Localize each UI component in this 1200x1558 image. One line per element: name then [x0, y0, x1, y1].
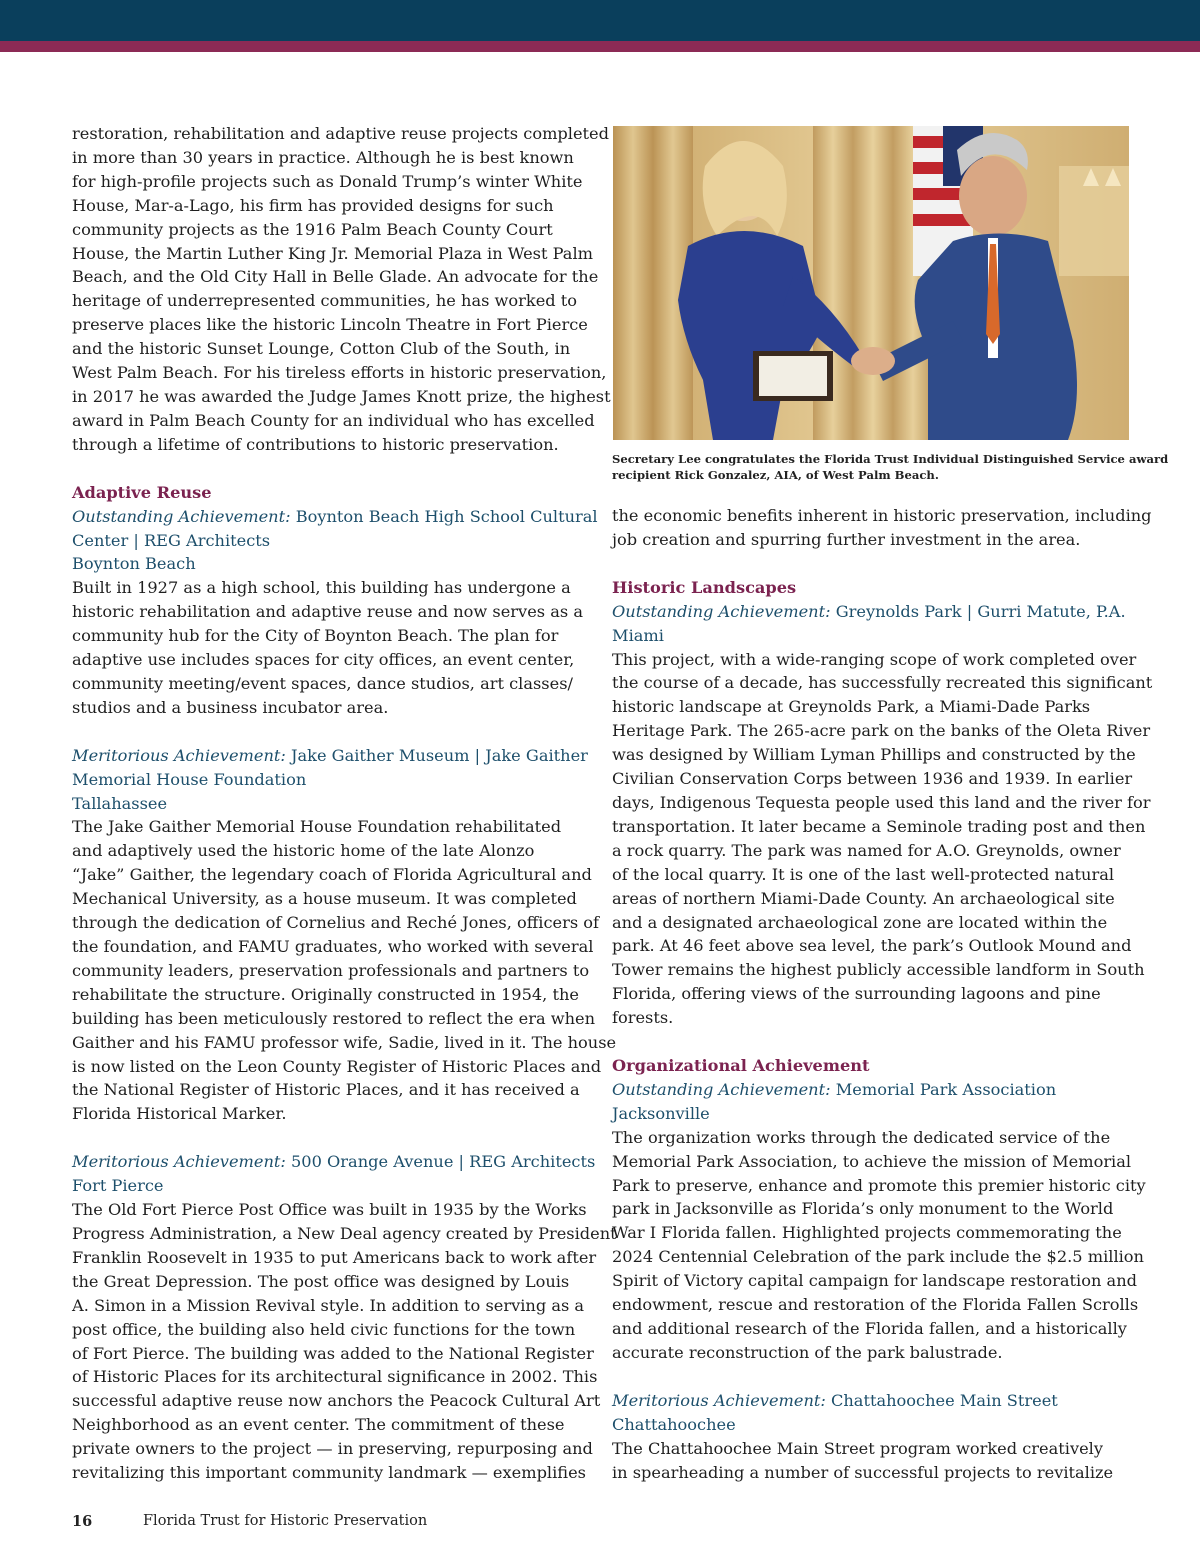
text-line: for high-profile projects such as Donald Trump’s winter White: [72, 171, 583, 191]
handshake-photo-illustration: [613, 126, 1129, 440]
text-line: the course of a decade, has successfully recreated this significant: [612, 673, 1153, 693]
award-description: [612, 1126, 1146, 1365]
text-line: Florida Historical Marker.: [72, 1104, 287, 1124]
award-chattahoochee-main-street: [612, 1389, 1124, 1437]
text-line: the economic benefits inherent in historic preservation, including: [612, 506, 1152, 525]
section-heading-organizational-achievement: Organizational Achievement: [612, 1056, 870, 1076]
text-line: is now listed on the Leon County Register of Historic Places and: [72, 1056, 602, 1076]
text-line: and the historic Sunset Lounge, Cotton Club of the South, in: [72, 339, 571, 359]
section-heading-adaptive-reuse: Adaptive Reuse: [72, 482, 212, 502]
text-line: This project, with a wide-ranging scope of work completed over: [612, 649, 1137, 669]
text-line: Neighborhood as an event center. The commitment of these: [72, 1415, 565, 1435]
award-greynolds-park: [612, 600, 1124, 648]
text-line: and a designated archaeological zone are located within the: [612, 912, 1108, 932]
text-line: historic rehabilitation and adaptive reuse and now serves as a: [72, 602, 583, 622]
text-line: and additional research of the Florida fallen, and a historically: [612, 1319, 1127, 1338]
photo-caption: [612, 451, 1169, 483]
award-label: Outstanding Achievement:: [612, 601, 831, 621]
award-label: Outstanding Achievement:: [612, 1079, 831, 1099]
text-line: War I Florida fallen. Highlighted projects commemorating the: [612, 1223, 1122, 1243]
award-description: [72, 815, 617, 1126]
award-label: Meritorious Achievement:: [72, 1152, 286, 1172]
text-line: the National Register of Historic Places, and it has received a: [72, 1080, 580, 1100]
text-line: The Jake Gaither Memorial House Foundation rehabilitated: [72, 817, 562, 837]
text-line: The Chattahoochee Main Street program worked creatively: [612, 1438, 1103, 1458]
section-heading-historic-landscapes: Historic Landscapes: [612, 577, 797, 597]
text-line: “Jake” Gaither, the legendary coach of Florida Agricultural and: [72, 865, 592, 885]
header-band: [0, 0, 1200, 41]
text-line: historic landscape at Greynolds Park, a Miami-Dade Parks: [612, 697, 1091, 717]
text-line: 2024 Centennial Celebration of the park include the $2.5 million: [612, 1247, 1144, 1267]
award-location: Boynton Beach: [72, 554, 196, 574]
text-line: through the dedication of Cornelius and Reché Jones, officers of: [72, 913, 600, 933]
text-line: Civilian Conservation Corps between 1936 and 1939. In earlier: [612, 769, 1133, 789]
text-line: adaptive use includes spaces for city offices, an event center,: [72, 650, 575, 670]
award-boynton-beach: [72, 505, 598, 577]
text-line: Progress Administration, a New Deal agency created by President: [72, 1223, 617, 1243]
text-line: transportation. It later became a Seminole trading post and then: [612, 816, 1146, 836]
award-title: 500 Orange Avenue | REG Architects: [285, 1152, 596, 1172]
award-location: Jacksonville: [612, 1103, 710, 1123]
award-jake-gaither: [72, 744, 588, 816]
text-line: in spearheading a number of successful projects to revitalize: [612, 1462, 1114, 1482]
text-line: successful adaptive reuse now anchors the Peacock Cultural Art: [72, 1391, 601, 1411]
text-line: heritage of underrepresented communities, he has worked to: [72, 291, 578, 311]
text-line: community meeting/event spaces, dance studios, art classes/: [72, 673, 573, 693]
text-line: A. Simon in a Mission Revival style. In addition to serving as a: [72, 1295, 585, 1315]
award-title: Chattahoochee Main Street: [825, 1390, 1058, 1410]
text-line: restoration, rehabilitation and adaptive reuse projects completed: [72, 124, 609, 143]
award-500-orange-avenue: [72, 1150, 596, 1198]
award-label: Meritorious Achievement:: [72, 745, 286, 765]
text-line: revitalizing this important community landmark — exemplifies: [72, 1463, 586, 1483]
award-memorial-park: [612, 1078, 1124, 1126]
text-line: job creation and spurring further investment in the area.: [612, 529, 1081, 549]
text-line: Built in 1927 as a high school, this building has undergone a: [72, 578, 571, 598]
award-label: Meritorious Achievement:: [612, 1390, 826, 1410]
award-title-cont: Center | REG Architects: [72, 530, 271, 550]
text-line: building has been meticulously restored to reflect the era when: [72, 1008, 596, 1028]
award-title: Jake Gaither Museum | Jake Gaither: [285, 745, 588, 765]
continued-paragraph: [612, 504, 1152, 552]
text-line: areas of northern Miami-Dade County. An archaeological site: [612, 888, 1115, 908]
text-line: Beach, and the Old City Hall in Belle Glade. An advocate for the: [72, 267, 599, 287]
text-line: studios and a business incubator area.: [72, 697, 389, 717]
text-line: recipient Rick Gonzalez, AIA, of West Palm Beach.: [612, 468, 939, 482]
text-line: Spirit of Victory capital campaign for landscape restoration and: [612, 1271, 1137, 1291]
text-line: Heritage Park. The 265-acre park on the banks of the Oleta River: [612, 721, 1151, 741]
header-stripe: [0, 41, 1200, 52]
text-line: the Great Depression. The post office was designed by Louis: [72, 1271, 570, 1291]
text-line: of Fort Pierce. The building was added to the National Register: [72, 1343, 594, 1363]
text-line: Park to preserve, enhance and promote this premier historic city: [612, 1175, 1146, 1195]
text-line: accurate reconstruction of the park balustrade.: [612, 1342, 1003, 1362]
award-title-cont: Memorial House Foundation: [72, 769, 307, 789]
text-line: and adaptively used the historic home of the late Alonzo: [72, 841, 535, 861]
right-column: [612, 504, 1153, 1484]
award-description: [72, 1198, 617, 1485]
award-location: Fort Pierce: [72, 1176, 164, 1196]
text-line: House, Mar-a-Lago, his firm has provided designs for such: [72, 195, 554, 215]
award-location: Chattahoochee: [612, 1414, 736, 1434]
text-line: through a lifetime of contributions to historic preservation.: [72, 434, 559, 454]
text-line: park. At 46 feet above sea level, the park’s Outlook Mound and: [612, 936, 1132, 956]
text-line: in 2017 he was awarded the Judge James Knott prize, the highest: [72, 386, 611, 406]
text-line: Gaither and his FAMU professor wife, Sadie, lived in it. The house: [72, 1032, 617, 1052]
award-title: Memorial Park Association: [830, 1079, 1057, 1099]
award-description: [72, 576, 584, 719]
left-column: [72, 122, 617, 1485]
text-line: community projects as the 1916 Palm Beach County Court: [72, 219, 553, 239]
award-title: Greynolds Park | Gurri Matute, P.A.: [830, 601, 1126, 621]
award-label: Outstanding Achievement:: [72, 506, 291, 526]
award-title: Boynton Beach High School Cultural: [290, 506, 598, 526]
text-line: days, Indigenous Tequesta people used this land and the river for: [612, 792, 1151, 812]
text-line: was designed by William Lyman Phillips and constructed by the: [612, 745, 1136, 765]
text-line: park in Jacksonville as Florida’s only monument to the World: [612, 1199, 1114, 1219]
text-line: The Old Fort Pierce Post Office was built in 1935 by the Works: [72, 1200, 587, 1220]
text-line: community leaders, preservation professionals and partners to: [72, 960, 590, 980]
publication-title: Florida Trust for Historic Preservation: [143, 1513, 428, 1529]
text-line: West Palm Beach. For his tireless efforts in historic preservation,: [72, 363, 607, 383]
text-line: Memorial Park Association, to achieve the mission of Memorial: [612, 1151, 1132, 1171]
text-line: Tower remains the highest publicly accessible landform in South: [612, 960, 1145, 980]
text-line: The organization works through the dedicated service of the: [612, 1127, 1111, 1147]
page-number: 16: [72, 1513, 93, 1530]
text-line: award in Palm Beach County for an individual who has excelled: [72, 410, 595, 430]
text-line: the foundation, and FAMU graduates, who worked with several: [72, 937, 594, 956]
text-line: of the local quarry. It is one of the last well-protected natural: [612, 864, 1115, 884]
text-line: Franklin Roosevelt in 1935 to put Americans back to work after: [72, 1247, 597, 1267]
award-location: Tallahassee: [72, 793, 168, 813]
text-line: Secretary Lee congratulates the Florida Trust Individual Distinguished Service award: [612, 452, 1169, 466]
text-line: post office, the building also held civic functions for the town: [72, 1319, 576, 1339]
text-line: endowment, rescue and restoration of the Florida Fallen Scrolls: [612, 1295, 1139, 1315]
text-line: Mechanical University, as a house museum. It was completed: [72, 889, 577, 909]
award-photo: [613, 126, 1129, 440]
text-line: community hub for the City of Boynton Beach. The plan for: [72, 626, 559, 646]
text-line: House, the Martin Luther King Jr. Memorial Plaza in West Palm: [72, 243, 593, 263]
text-line: forests.: [612, 1008, 674, 1028]
award-location: Miami: [612, 625, 664, 645]
award-description: [612, 648, 1153, 1031]
text-line: preserve places like the historic Lincoln Theatre in Fort Pierce: [72, 315, 588, 335]
text-line: a rock quarry. The park was named for A.O. Greynolds, owner: [612, 840, 1121, 860]
award-description: [612, 1437, 1124, 1485]
intro-paragraph: [72, 122, 611, 457]
text-line: in more than 30 years in practice. Although he is best known: [72, 147, 574, 167]
text-line: rehabilitate the structure. Originally constructed in 1954, the: [72, 984, 579, 1004]
text-line: of Historic Places for its architectural significance in 2002. This: [72, 1367, 598, 1387]
text-line: Florida, offering views of the surrounding lagoons and pine: [612, 984, 1101, 1004]
text-line: private owners to the project — in preserving, repurposing and: [72, 1439, 593, 1459]
